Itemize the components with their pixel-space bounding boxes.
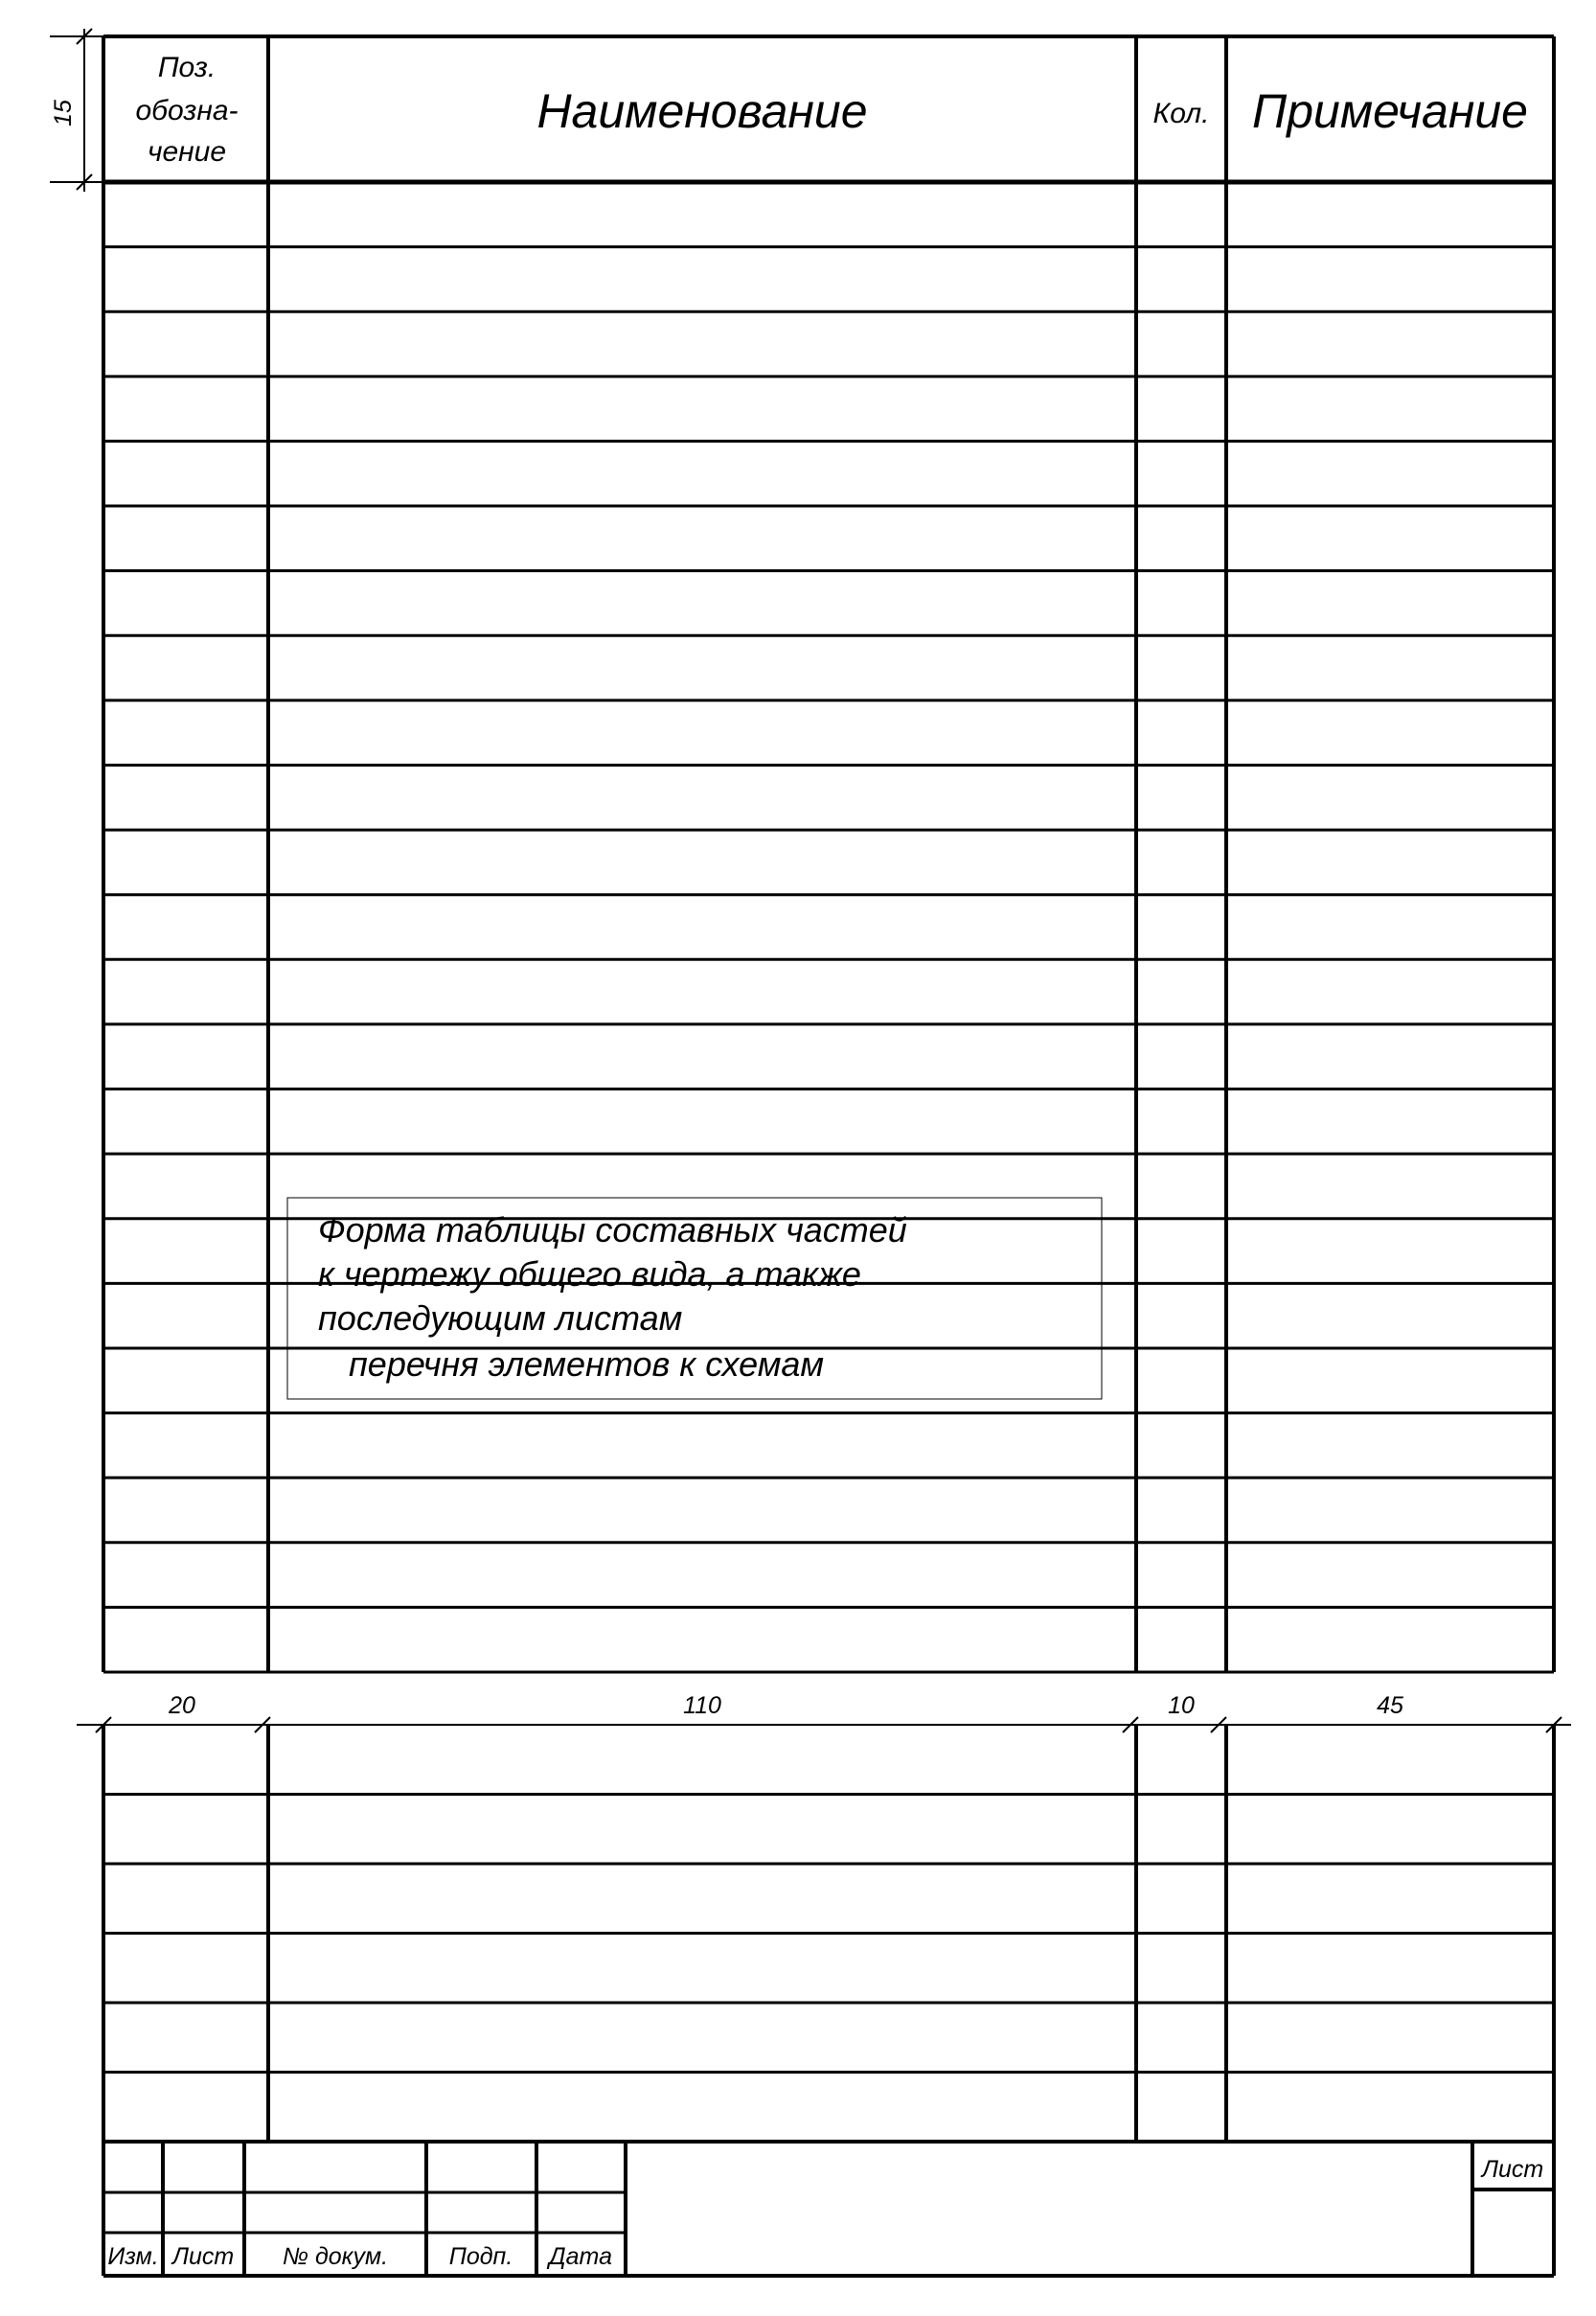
width-dimension-position: 20 bbox=[169, 1692, 195, 1719]
title-block-label-signature: Подп. bbox=[448, 2243, 513, 2270]
width-dimension-name: 110 bbox=[683, 1692, 721, 1719]
title-block-label-revision: Изм. bbox=[107, 2243, 159, 2270]
header-quantity: Кол. bbox=[1152, 98, 1210, 129]
table-header bbox=[135, 52, 1528, 168]
note-line-1: Форма таблицы составных частей bbox=[318, 1210, 907, 1250]
title-block-sheet-label: Лист bbox=[1481, 2156, 1544, 2183]
note-line-4: перечня элементов к схемам bbox=[349, 1344, 825, 1384]
header-height-dimension bbox=[50, 29, 103, 192]
title-block-label-sheet: Лист bbox=[171, 2243, 235, 2270]
note-line-2: к чертежу общего вида, а также bbox=[318, 1254, 861, 1294]
form-note bbox=[318, 1210, 907, 1384]
upper-table-frame bbox=[103, 36, 1554, 1672]
title-block-label-date: Дата bbox=[549, 2243, 612, 2270]
header-position-line-3: чение bbox=[147, 136, 227, 168]
header-height-label: 15 bbox=[50, 100, 77, 126]
column-width-dimensions bbox=[77, 1692, 1571, 1732]
upper-table-rows bbox=[103, 247, 1554, 1672]
width-dimension-quantity: 10 bbox=[1168, 1692, 1195, 1719]
header-remark: Примечание bbox=[1252, 84, 1528, 138]
note-line-3: последующим листам bbox=[318, 1298, 683, 1338]
width-dimension-remark: 45 bbox=[1377, 1692, 1403, 1719]
header-position-line-2: обозна- bbox=[135, 95, 239, 126]
title-block-label-document-number: № докум. bbox=[282, 2243, 389, 2270]
header-name: Наименование bbox=[536, 84, 868, 138]
lower-table-rows bbox=[103, 1795, 1554, 2143]
header-position-line-1: Поз. bbox=[157, 52, 217, 83]
title-block bbox=[103, 2142, 1554, 2276]
